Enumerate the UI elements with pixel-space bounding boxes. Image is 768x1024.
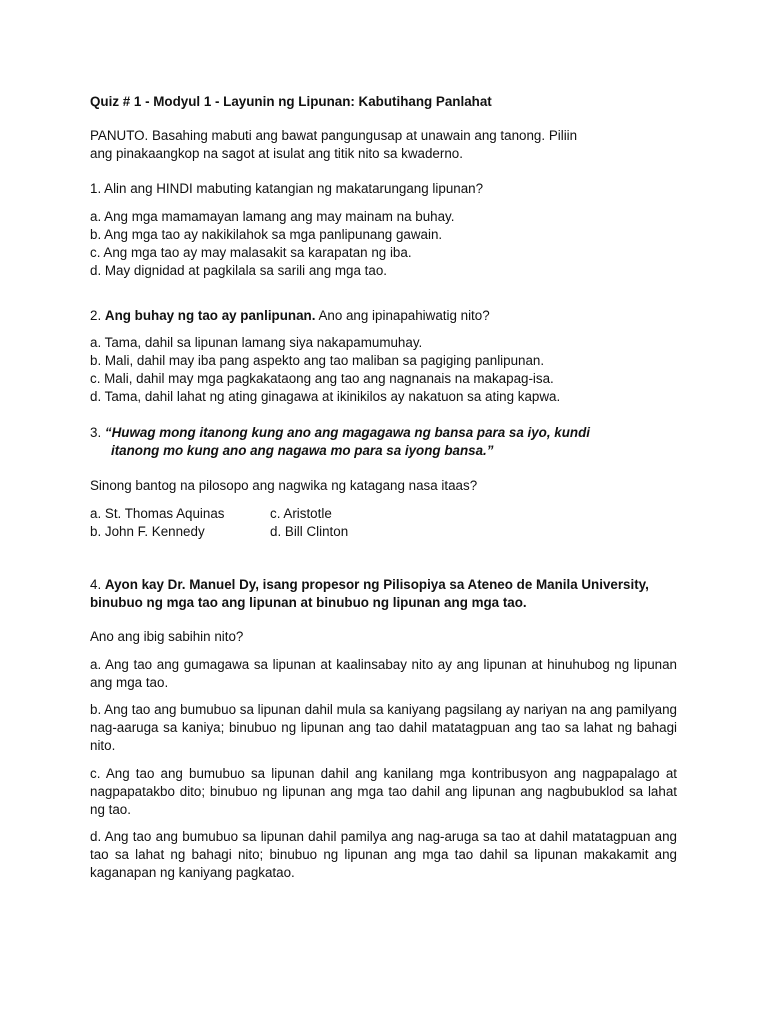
option-2c: c. Mali, dahil may mga pagkakataong ang tao ang nagnanais na makapag-isa.	[90, 371, 554, 386]
question-3-options-row-2	[90, 523, 677, 541]
question-3-options-row-1	[90, 505, 677, 523]
question-1-text: 1. Alin ang HINDI mabuting katangian ng makatarungang lipunan?	[90, 181, 484, 196]
question-2-prompt: Ano ang ipinapahiwatig nito?	[318, 308, 490, 323]
question-3	[90, 424, 677, 460]
question-3-quote-1: “Huwag mong itanong kung ano ang magagawa ng bansa para sa iyo, kundi	[104, 425, 591, 440]
option-2d: d. Tama, dahil lahat ng ating ginagawa at ikinikilos ay nakatuon sa ating kapwa.	[90, 389, 561, 404]
question-1	[90, 180, 677, 198]
title-text: Quiz # 1 - Modyul 1 - Layunin ng Lipunan: Kabutihang Panlahat	[90, 94, 492, 109]
option-4b: b. Ang tao ang bumubuo sa lipunan dahil mula sa kaniyang pagsilang ay nariyan na ang pamilyang nag-aaruga sa kaniya; binubuo ng lipunan ang tao dahil matatagpuan ang tao sa lahat ng bahagi nito.	[90, 702, 677, 753]
page-title	[90, 93, 677, 111]
question-2-text	[90, 307, 677, 325]
question-3-text: Sinong bantog na pilosopo ang nagwika ng katagang nasa itaas?	[90, 478, 478, 493]
option-1c: c. Ang mga tao ay may malasakit sa karapatan ng iba.	[90, 245, 412, 260]
instructions-line-2: ang pinakaangkop na sagot at isulat ang titik nito sa kwaderno.	[90, 146, 463, 161]
question-2-number: 2.	[90, 308, 102, 323]
question-3-prompt	[90, 477, 677, 495]
question-2-statement: Ang buhay ng tao ay panlipunan.	[104, 308, 316, 323]
option-4d: d. Ang tao ang bumubuo sa lipunan dahil pamilya ang nag-aruga sa tao at dahil matatagpuan ang tao sa lahat ng bahagi nito; binubuo ng lipunan ang mga tao dahil sa lipunan makakamit ang kaganapan ng kaniyang pagkatao.	[90, 829, 677, 880]
option-1a: a. Ang mga mamamayan lamang ang may mainam na buhay.	[90, 209, 455, 224]
option-1b: b. Ang mga tao ay nakikilahok sa mga panlipunang gawain.	[90, 227, 443, 242]
question-2-options	[90, 334, 677, 406]
question-4-statement-1: Ayon kay Dr. Manuel Dy, isang propesor ng Pilisopiya sa Ateneo de Manila University,	[104, 577, 649, 592]
question-4	[90, 576, 677, 612]
option-3b: b. John F. Kennedy	[90, 524, 205, 539]
question-2	[90, 307, 677, 325]
option-4c: c. Ang tao ang bumubuo sa lipunan dahil ang kanilang mga kontribusyon ang nagpapalago at nagpapatakbo dito; binubuo ng lipunan ang mga tao dahil ang lipunan ang nagbubuklod sa lahat ng tao.	[90, 766, 677, 817]
instructions	[90, 127, 677, 163]
option-4a: a. Ang tao ang gumagawa sa lipunan at kaalinsabay nito ay ang lipunan at hinuhubog ng lipunan ang mga tao.	[90, 657, 677, 690]
question-3-quote-line-2: itanong mo kung ano ang nagawa mo para sa iyong bansa.”	[111, 443, 494, 458]
question-3-options	[90, 505, 677, 541]
question-1-options	[90, 208, 677, 280]
question-3-quote-line-1	[90, 424, 677, 442]
option-2b: b. Mali, dahil may iba pang aspekto ang tao maliban sa pagiging panlipunan.	[90, 353, 545, 368]
instructions-line-1: PANUTO. Basahing mabuti ang bawat pangungusap at unawain ang tanong. Piliin	[90, 128, 578, 143]
question-4-statement-line-2: binubuo ng mga tao ang lipunan at binubuo ng lipunan ang mga tao.	[90, 595, 527, 610]
option-2a: a. Tama, dahil sa lipunan lamang siya nakapamumuhay.	[90, 335, 423, 350]
question-4-statement-line-1	[90, 576, 677, 594]
option-3c: c. Aristotle	[270, 506, 332, 521]
question-4-prompt	[90, 628, 677, 646]
question-4-text: Ano ang ibig sabihin nito?	[90, 629, 244, 644]
option-3d: d. Bill Clinton	[270, 524, 349, 539]
question-3-number: 3.	[90, 425, 102, 440]
question-4-number: 4.	[90, 577, 102, 592]
option-3a: a. St. Thomas Aquinas	[90, 506, 225, 521]
option-1d: d. May dignidad at pagkilala sa sarili ang mga tao.	[90, 263, 388, 278]
